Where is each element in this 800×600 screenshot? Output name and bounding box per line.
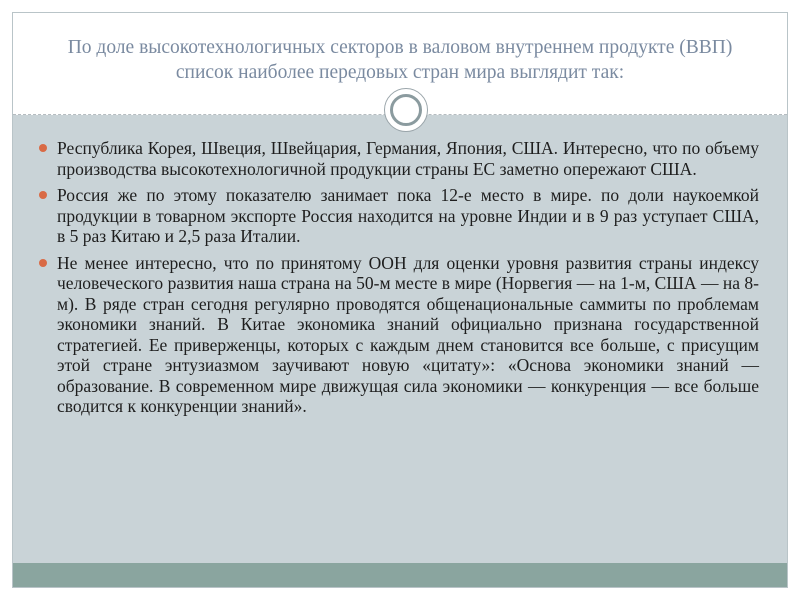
circle-ornament-inner — [390, 94, 422, 126]
list-item — [39, 138, 759, 179]
bullet-text: Россия же по этому показателю занимает пока 12-е место в мире. по доли наукоемкой продукции в товарном экспорте Россия находится на уровне Индии и в 9 раз уступает США, в 5 раз Китаю и 2,5 раза Италии. — [57, 185, 759, 246]
slide — [12, 12, 788, 588]
bullet-list — [39, 138, 759, 423]
bullet-dot-icon — [39, 259, 47, 267]
list-item — [39, 253, 759, 417]
bottom-bar — [13, 563, 787, 587]
slide-title: По доле высокотехнологичных секторов в валовом внутреннем продукте (ВВП) список наиболее передовых стран мира выглядит так: — [67, 37, 733, 83]
circle-ornament-icon — [384, 88, 428, 132]
bullet-dot-icon — [39, 144, 47, 152]
bullet-text: Не менее интересно, что по принятому ООН для оценки уровня развития страны индексу человеческого развития наша страна на 50-м месте в мире (Норвегия — на 1-м, США — на 8-м). В ряде стран сегодня регулярно проводятся общенациональные саммиты по проблемам экономики знаний. В Китае экономика знаний официально признана государственной стратегией. Ее приверженцы, которых с каждым днем становится все больше, с присущим этой стране энтузиазмом заучивают новую «цитату»: «Основа экономики знаний — образование. В современном мире движущая сила экономики — конкуренция — все больше сводится к конкуренции знаний». — [57, 252, 759, 416]
bullet-text: Республика Корея, Швеция, Швейцария, Германия, Япония, США. Интересно, что по объему производства высокотехнологичной продукции страны ЕС заметно опережают США. — [57, 138, 759, 179]
bullet-dot-icon — [39, 191, 47, 199]
list-item — [39, 185, 759, 247]
